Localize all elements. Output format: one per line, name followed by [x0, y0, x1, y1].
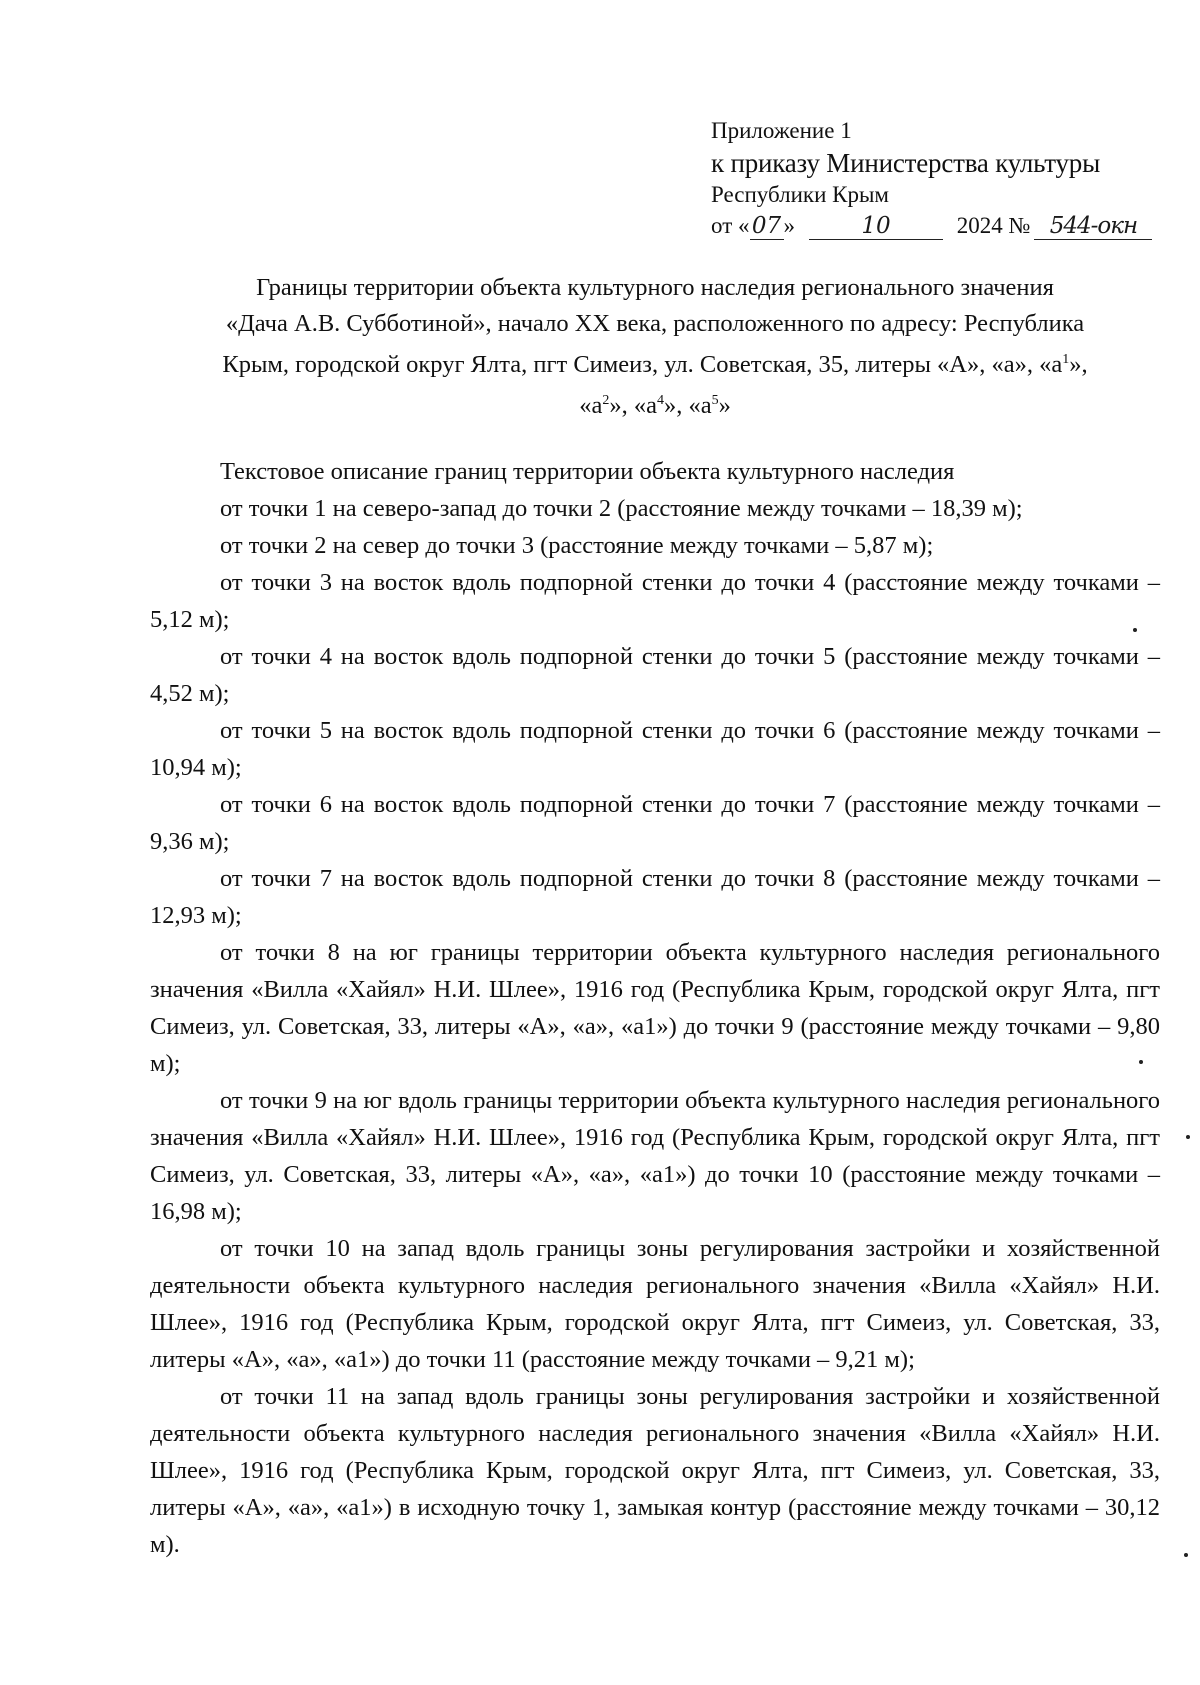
handwritten-day: 07: [750, 213, 784, 240]
boundary-paragraph: от точки 9 на юг вдоль границы территории объекта культурного наследия регионального значения «Вилла «Хайял» Н.И. Шлее», 1916 год (Республика Крым, городской округ Ялта, пгт Симеиз, ул. Советская, 33, литеры «А», «а», «а1») до точки 10 (расстояние между точками – 16,98 м);: [150, 1087, 1160, 1225]
scan-speck: [1139, 1060, 1143, 1064]
boundary-paragraph: от точки 11 на запад вдоль границы зоны регулирования застройки и хозяйственной деятельности объекта культурного наследия регионального значения «Вилла «Хайял» Н.И. Шлее», 1916 год (Республика Крым, городской округ Ялта, пгт Симеиз, ул. Советская, 33, литеры «А», «а», «а1») в исходную точку 1, замыкая контур (расстояние между точками – 30,12 м).: [150, 1383, 1160, 1558]
handwritten-order-number: 544-окн: [1034, 213, 1152, 240]
boundary-paragraph: от точки 4 на восток вдоль подпорной стенки до точки 5 (расстояние между точками – 4,52 м);: [150, 643, 1160, 707]
appendix-header: [711, 116, 1171, 244]
document-title: [150, 270, 1160, 424]
title-line: «$а^2$», «$а^4$», «$а^5$»: [579, 392, 731, 420]
scan-speck: [1184, 1553, 1188, 1557]
date-prefix: от «: [711, 213, 750, 238]
section-heading: Текстовое описание границ территории объекта культурного наследия: [220, 458, 955, 485]
boundary-paragraph: от точки 8 на юг границы территории объекта культурного наследия регионального значения «Вилла «Хайял» Н.И. Шлее», 1916 год (Республика Крым, городской округ Ялта, пгт Симеиз, ул. Советская, 33, литеры «А», «а», «а1») до точки 9 (расстояние между точками – 9,80 м);: [150, 939, 1160, 1077]
title-line: «Дача А.В. Субботиной», начало XX века, расположенного по адресу: Республика: [225, 310, 1085, 337]
scan-speck: [1133, 628, 1137, 632]
handwritten-month: 10: [809, 213, 943, 240]
boundary-description: [150, 453, 1160, 1563]
boundary-paragraph: от точки 6 на восток вдоль подпорной стенки до точки 7 (расстояние между точками – 9,36 м);: [150, 791, 1160, 855]
boundary-paragraph: от точки 5 на восток вдоль подпорной стенки до точки 6 (расстояние между точками – 10,94 м);: [150, 717, 1160, 781]
date-mid: »: [783, 213, 795, 238]
order-date-line: [711, 210, 1171, 244]
scan-speck: [1186, 1135, 1190, 1139]
date-year: 2024 №: [956, 213, 1031, 238]
order-reference: к приказу Министерства культуры: [711, 148, 1101, 178]
boundary-paragraph: от точки 10 на запад вдоль границы зоны регулирования застройки и хозяйственной деятельности объекта культурного наследия регионального значения «Вилла «Хайял» Н.И. Шлее», 1916 год (Республика Крым, городской округ Ялта, пгт Симеиз, ул. Советская, 33, литеры «А», «а», «а1») до точки 11 (расстояние между точками – 9,21 м);: [150, 1235, 1160, 1373]
appendix-label: Приложение 1: [711, 118, 852, 143]
title-line: Крым, городской округ Ялта, пгт Симеиз, ул. Советская, 35, литеры «А», «а», «$а^1$»,: [222, 351, 1088, 379]
boundary-paragraph: от точки 1 на северо-запад до точки 2 (расстояние между точками – 18,39 м);: [220, 495, 1023, 522]
boundary-paragraph: от точки 3 на восток вдоль подпорной стенки до точки 4 (расстояние между точками – 5,12 м);: [150, 569, 1160, 633]
issuer-name: Республики Крым: [711, 182, 889, 207]
boundary-paragraph: от точки 7 на восток вдоль подпорной стенки до точки 8 (расстояние между точками – 12,93 м);: [150, 865, 1160, 929]
boundary-paragraph: от точки 2 на север до точки 3 (расстояние между точками – 5,87 м);: [220, 532, 934, 559]
title-line: Границы территории объекта культурного наследия регионального значения: [256, 274, 1054, 301]
